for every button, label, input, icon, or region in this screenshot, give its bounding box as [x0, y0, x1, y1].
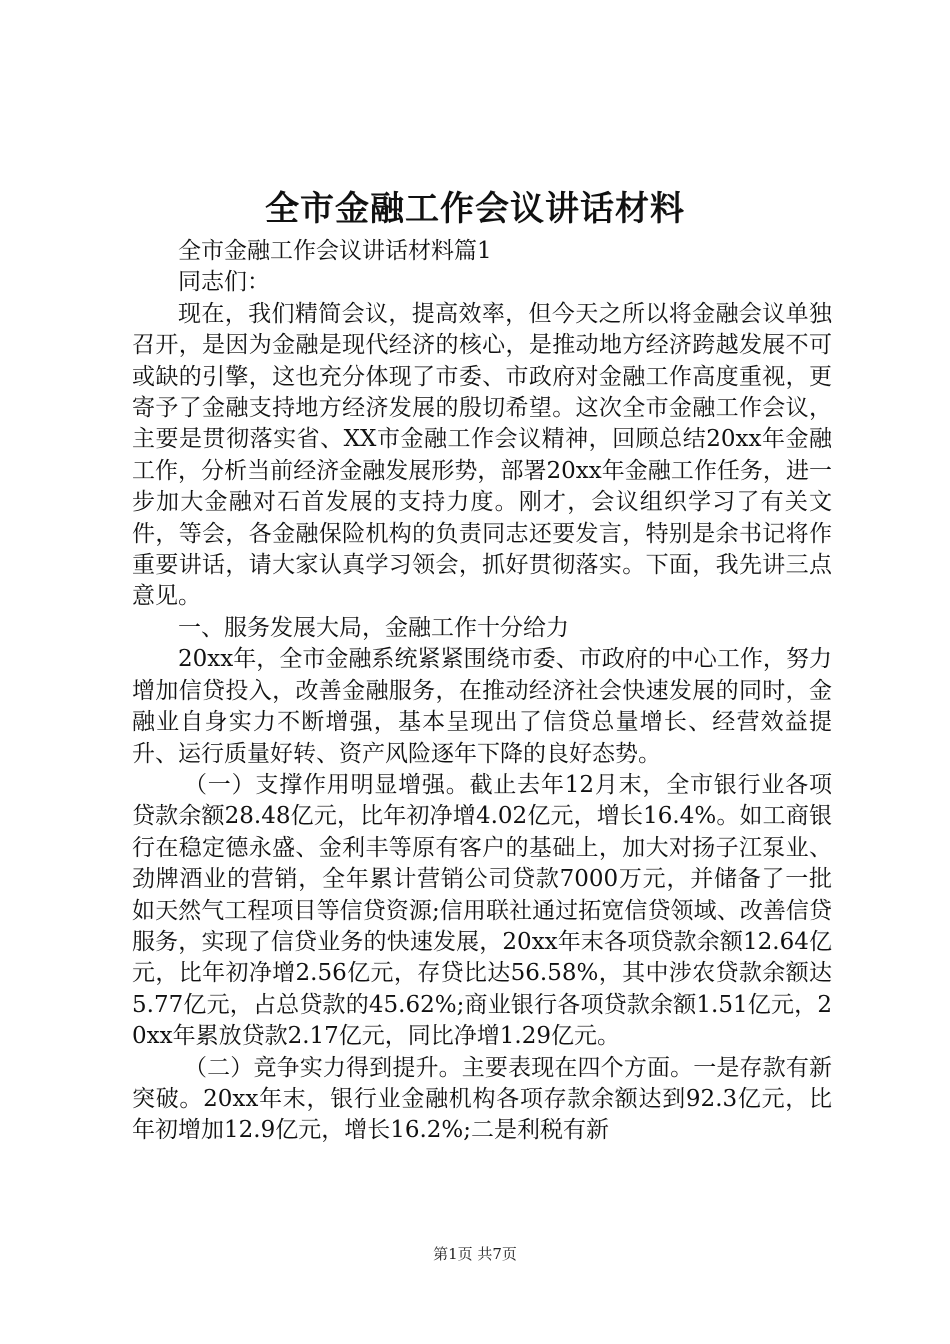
paragraph-salutation: 同志们： — [178, 269, 270, 296]
paragraph-support-role: （一）支撑作用明显增强。截止去年12月末，全市银行业各项贷款余额28.48亿元，比年初净增4.02亿元，增长16.4%。如工商银行在稳定德永盛、金利丰等原有客户的基础上，加大对扬子江泵业、劲牌酒业的营销，全年累计营销公司贷款7000万元，并储备了一批如天然气工程项目等信贷资源;信用联社通过拓宽信贷领域、改善信贷服务，实现了信贷业务的快速发展，20xx年末各项贷款余额12.64亿元，比年初净增2.56亿元，存贷比达56.58%，其中涉农贷款余额达5.77亿元，占总贷款的45.62%;商业银行各项贷款余额1.51亿元，20xx年累放贷款2.17亿元，同比净增1.29亿元。 — [132, 771, 832, 1050]
paragraph-competitiveness: （二）竞争实力得到提升。主要表现在四个方面。一是存款有新突破。20xx年末，银行业金融机构各项存款余额达到92.3亿元，比年初增加12.9亿元，增长16.2%;二是利税有新 — [132, 1054, 832, 1144]
paragraph-subtitle: 全市金融工作会议讲话材料篇1 — [178, 238, 492, 264]
section-heading-one: 一、服务发展大局，金融工作十分给力 — [178, 614, 569, 641]
document-body — [132, 236, 832, 1147]
document-title: 全市金融工作会议讲话材料 — [265, 189, 685, 229]
page-number-footer: 第1页 共7页 — [433, 1245, 517, 1263]
paragraph-section-one-summary: 20xx年，全市金融系统紧紧围绕市委、市政府的中心工作，努力增加信贷投入，改善金融服务，在推动经济社会快速发展的同时，金融业自身实力不断增强，基本呈现出了信贷总量增长、经营效益提升、运行质量好转、资产风险逐年下降的良好态势。 — [132, 646, 832, 767]
paragraph-introduction: 现在，我们精简会议，提高效率，但今天之所以将金融会议单独召开，是因为金融是现代经济的核心，是推动地方经济跨越发展不可或缺的引擎，这也充分体现了市委、市政府对金融工作高度重视，更寄予了金融支持地方经济发展的殷切希望。这次全市金融工作会议，主要是贯彻落实省、XX市金融工作会议精神，回顾总结20xx年金融工作，分析当前经济金融发展形势，部署20xx年金融工作任务，进一步加大金融对石首发展的支持力度。刚才，会议组织学习了有关文件，等会，各金融保险机构的负责同志还要发言，特别是余书记将作重要讲话，请大家认真学习领会，抓好贯彻落实。下面，我先讲三点意见。 — [132, 300, 832, 610]
